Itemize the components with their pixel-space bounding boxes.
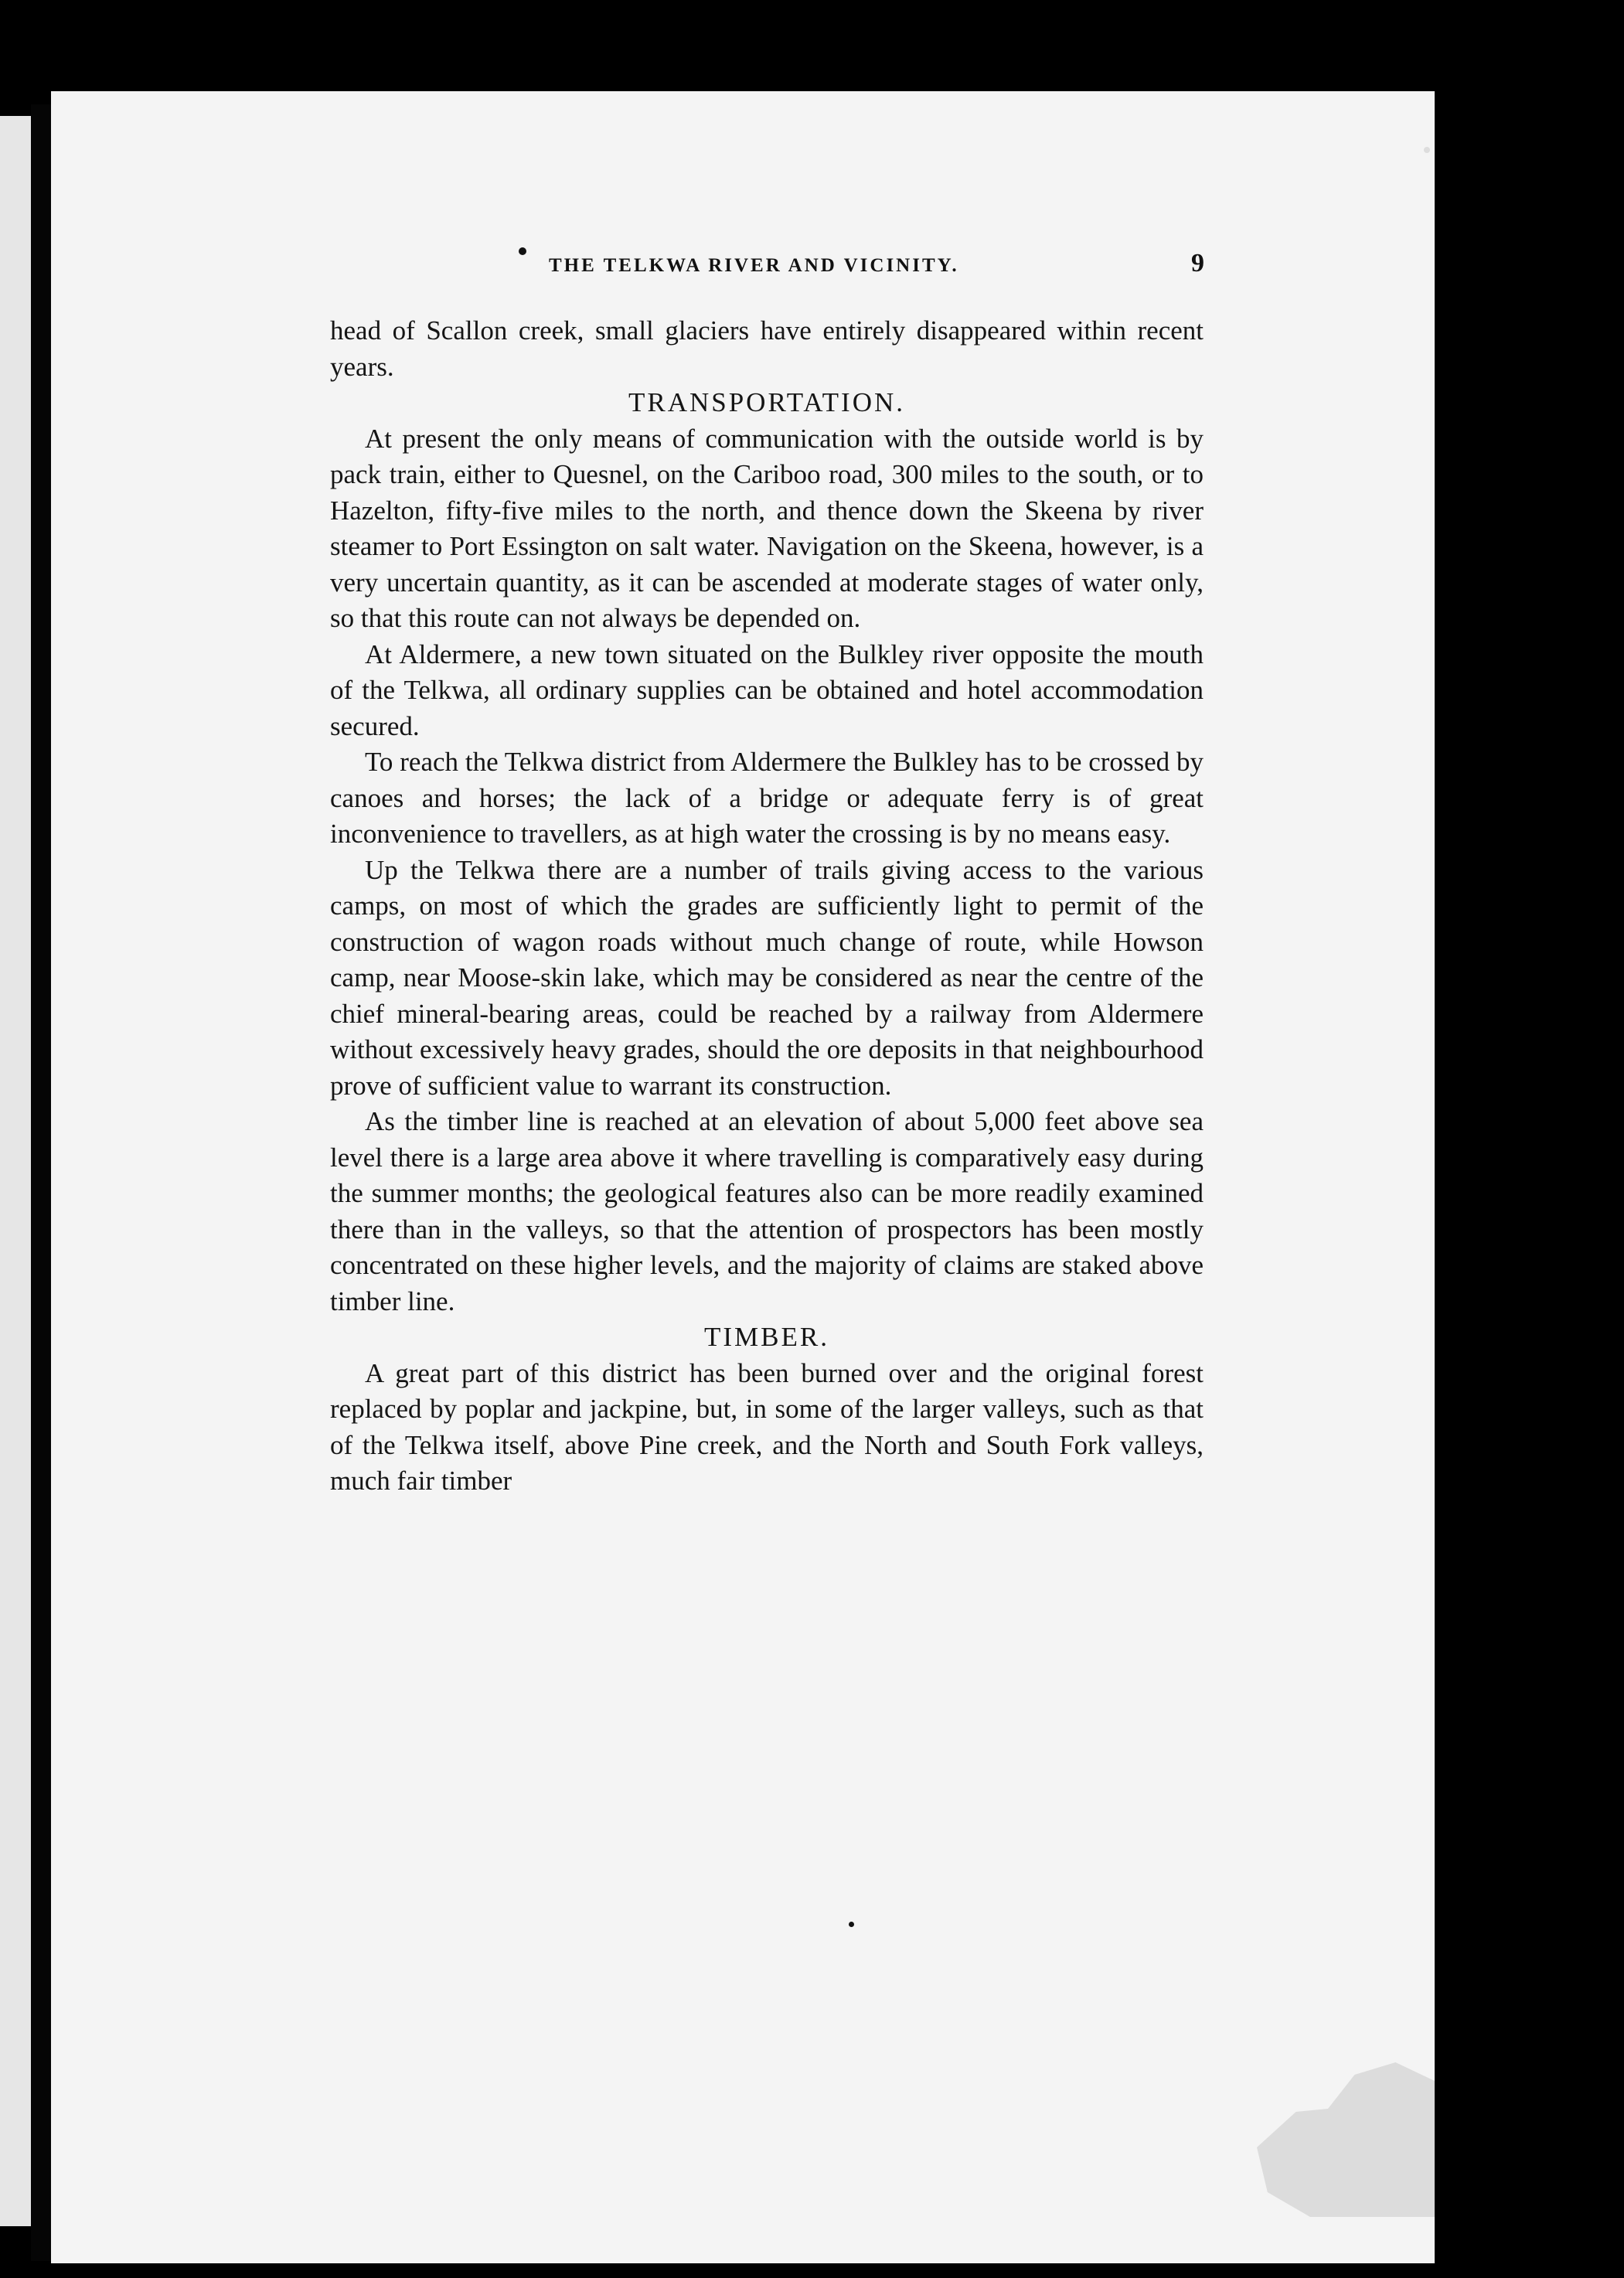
continuation-paragraph: head of Scallon creek, small glaciers have entirely disappeared within recent years. [330,315,1204,382]
facing-page-edge [0,116,31,2226]
scan-speck [1424,147,1430,153]
paragraph: At present the only means of communication with the outside world is by pack train, either to Quesnel, on the Cariboo road, 300 miles to the south, or to Hazelton, fifty-five miles to the north, and thence down the Skeena by river steamer to Port Essington on salt water. Navigation on the Skeena, however, is a very uncertain quantity, as it can be ascended at moderate stages of water only, so that this route can not always be depended on. [330,423,1204,633]
section-heading-transportation: TRANSPORTATION. [628,387,906,417]
torn-corner [1257,2062,1435,2217]
paragraph: To reach the Telkwa district from Aldermere the Bulkley has to be crossed by canoes and horses; the lack of a bridge or adequate ferry is of great inconvenience to travellers, as at high water the crossing is by no means easy. [330,747,1204,849]
running-title: THE TELKWA RIVER AND VICINITY. [549,255,959,276]
book-gutter [31,104,51,2261]
running-header [331,249,1204,280]
page-text [330,313,1204,1500]
page-number: 9 [1191,249,1204,278]
paragraph: A great part of this district has been burned over and the original forest replaced by poplar and jackpine, but, in some of the larger valleys, such as that of the Telkwa itself, above Pine creek, and the North and South Fork valleys, much fair timber [330,1357,1204,1496]
paragraph: At Aldermere, a new town situated on the Bulkley river opposite the mouth of the Telkwa, all ordinary supplies can be obtained and hotel accommodation secured. [330,638,1204,741]
paragraph: Up the Telkwa there are a number of trails giving access to the various camps, on most of which the grades are sufficiently light to permit of the construction of wagon roads without much change of route, while Howson camp, near Moose-skin lake, which may be considered as near the centre of the chief mineral-bearing areas, could be reached by a railway from Aldermere without excessively heavy grades, should the ore deposits in that neighbourhood prove of sufficient value to warrant its construction. [330,854,1204,1101]
paragraph: As the timber line is reached at an elevation of about 5,000 feet above sea level there is a large area above it where travelling is comparatively easy during the summer months; the geological features also can be more readily examined there than in the valleys, so that the attention of prospectors has been mostly concentrated on these higher levels, and the majority of claims are staked above timber line. [330,1106,1204,1316]
section-heading-timber: TIMBER. [704,1322,829,1352]
scan-speck [849,1922,854,1927]
